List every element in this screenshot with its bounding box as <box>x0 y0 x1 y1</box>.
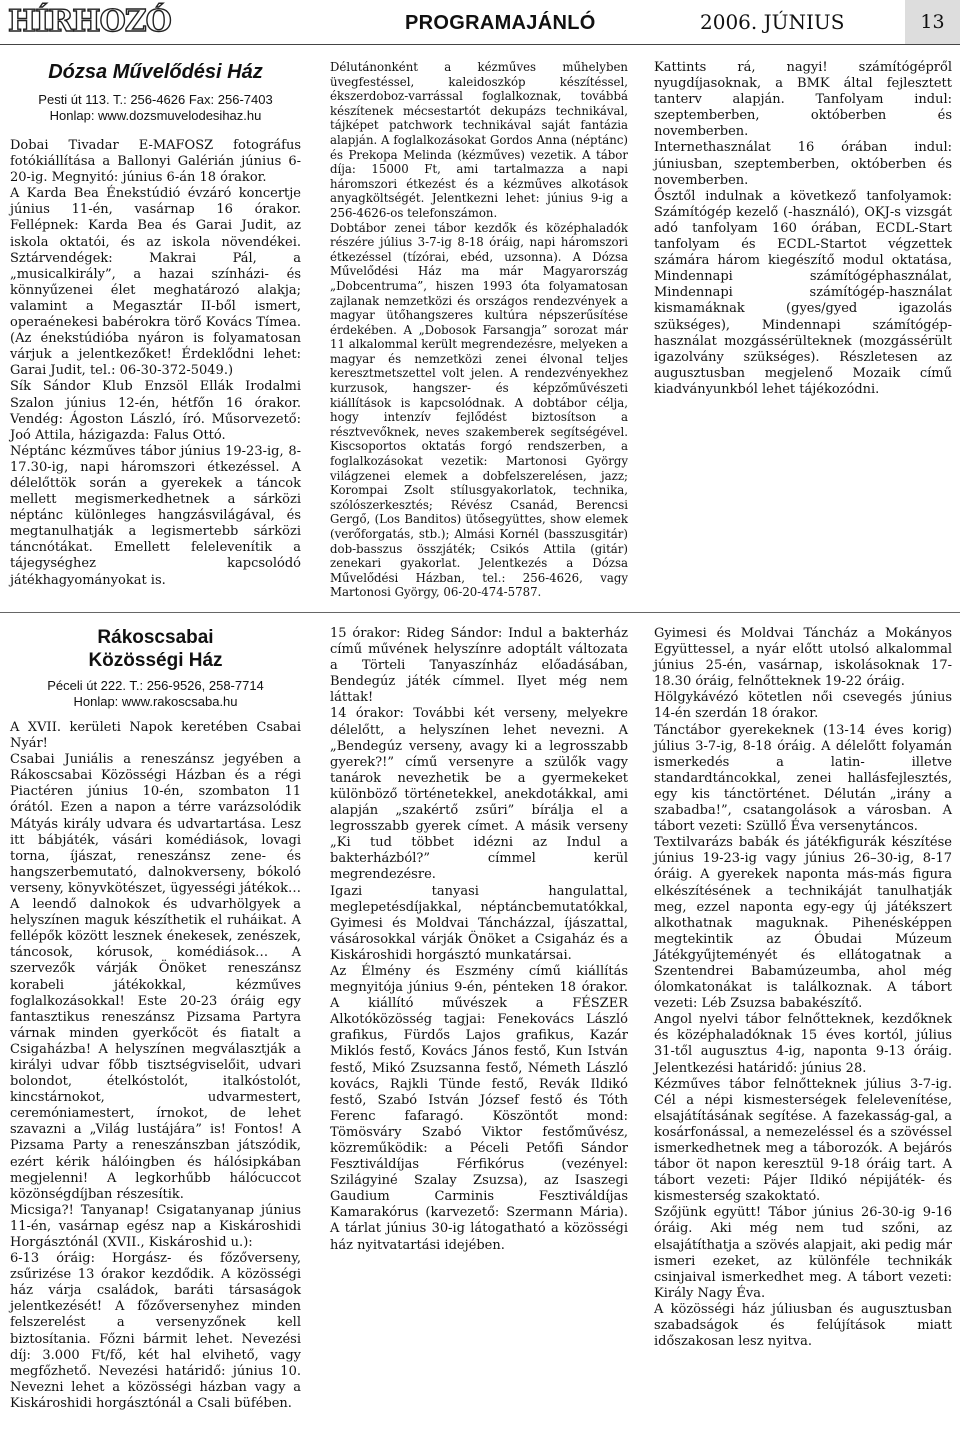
article-paragraph: A XVII. kerületi Napok keretében Csabai Nyár! <box>10 720 301 752</box>
article-paragraph: Textilvarázs babák és játékfigurák készítése június 19-23-ig vagy június 26–30-ig, 8-17 óráig. A gyerekek naponta más-más figura elkészítésének a technikáját tanulhatják meg, ezzel naponta egy-egy új játékszert alkothatnak maguknak. Pihenésképpen megtekintik az Óbudai Múzeum Játékgyűjteményét és ellátogatnak a Szentendrei Babamúzeumba, ahol még ólomkatonákat is találkoznak. A tábort vezeti: Léb Zsuzsa babakészítő. <box>654 835 952 1012</box>
dozsa-title: Dózsa Művelődési Ház <box>48 61 263 83</box>
page-header <box>0 0 960 44</box>
article-paragraph: Angol nyelvi tábor felnőtteknek, kezdőknek és középhaladóknak 15 éves kortól, július 31-től augusztus 4-ig, naponta 9-13 óráig. Jelentkezési határidő: június 28. <box>654 1012 952 1076</box>
article-paragraph: Délutánonként a kézműves műhelyben üvegfestéssel, kaleidoszkóp készítéssel, ékszerdoboz-varrással foglalkoznak, továbbá készítenek mécsestartót dekupázs technikával, tájképet patchwork technikával saját fantázia alapján. A foglalkozásokat Gordos Anna (néptánc) és Prekopa Melinda (kézműves) vezetik. A tábor díja: 15000 Ft, ami tartalmazza a napi háromszori étkezést és a kézműves alkotások anyagköltségét. Jelentkezni lehet: június 9-ig a 256-4626-os telefonszámon. <box>330 60 628 220</box>
article-paragraph: Az Élmény és Eszmény című kiállítás megnyitója június 9-én, pénteken 18 órakor. A kiállító művészek a FÉSZER Alkotóközösség tagjai: Fenekovács László grafikus, Fürdős Lajos grafikus, Kazár Miklós festő, Kovács János festő, Kun István festő, Mikó Zsuzsanna festő, Németh László kovács, Rajkli Tünde festő, Revák Ildikó festő, Szabó István József festő és Tóth Ferenc fafaragó. Köszöntőt mond: Tömösváry Szabó Viktor festőművész, közreműködik: a Péceli Petőfi Sándor Fesztiváldíjas Férfikórus (vezényel: Szilágyiné Szalay Zsuzsa), az Isaszegi Gaudium Carminis Fesztiváldíjas Kamarakórus (karvezető: Szermann Mária). A tárlat június 30-ig látogatható a közösségi ház nyitvatartási idejében. <box>330 963 628 1253</box>
rakos-column-1 <box>10 626 301 1426</box>
section-divider <box>0 612 960 613</box>
article-paragraph: Csabai Juniális a reneszánsz jegyében a Rákoscsabai Közösségi Házban és a régi Piactéren június 10-én, szombaton 11 órától. Ezen a napon a térre varázsolódik Mátyás király udvara és udvartartása. Lesz itt bábjáték, vásári komédiások, lovagi torna, íjászat, reneszánsz zene- és hangszerbemutató, dalnokverseny, bókoló verseny, könyvkötészet, ügyességi játékok… A leendő dalnokok és udvarhölgyek a helyszínen maguk készíthetik el ruháikat. A fellépők között lesznek énekesek, zenészek, táncosok, kórusok, komédiások… A szervezők várják Önöket reneszánsz korabeli játékokkal, kézműves foglalkozásokkal! Este 20-23 óráig egy fantasztikus reneszánsz Pizsama Partyra várnak minden gyerkőcöt és fiatalt a Csigaházba! A helyszínen megválasztják a királyi udvar főbb tisztségviselőit, udvari bolondot, ételkóstolót, italkóstolót, kincstárnokot, udvarmestert, ceremóniamestert, írnokot, de lehet szavazni a „Világ lustájára” is! Fontos! A Pizsama Party a reneszánszban játszódik, ezért kérik hálóingben és hálósipkában megjelenni! A legkorhűbb hálócuccot közönségdíjban részesítik. <box>10 752 301 1202</box>
rakos-title-line1: Rákoscsabai <box>97 627 214 648</box>
header-rule <box>0 44 960 45</box>
article-paragraph: Ősztől indulnak a következő tanfolyamok: Számítógép kezelő (-használó), OKJ-s vizsgát adó tanfolyam 160 órában, ECDL-Start tanfolyam és ECDL-Startot végzettek számára három kiegészítő modul oktatása, Mindennapi számítógéphasználat, Mindennapi számítógép-használat kismamáknak (gyes/gyed igazolás szükséges), Mindennapi számítógép-használat mozgássérülteknek (mozgássérült igazolvány szükséges). Részletesen az augusztusban megjelenő Mozaik című kiadványunkból lehet tájékozódni. <box>654 188 952 397</box>
article-paragraph: A Karda Bea Énekstúdió évzáró koncertje június 11-én, vasárnap 16 órakor. Fellépnek: Karda Bea és Garai Judit, az iskola oktatói, és az iskola növendékei. Sztárvendégek: Makrai Pál, a „musicalkirály”, a hazai színházi- és könnyűzenei élet meghatározó alakja; valamint a Megasztár II-ből ismert, operaénekesi babérokra törő Kovács Tímea. (Az énekstúdióba nyáron is folyamatosan várjuk a jelentkezőket! Érdeklődni lehet: Garai Judit, tel.: 06-30-372-5049.) <box>10 186 301 379</box>
article-paragraph: Dobtábor zenei tábor kezdők és középhaladók részére július 3-7-ig 8-18 óráig, napi háromszori étkezéssel (tízórai, ebéd, uzsonna). A Dózsa Művelődési Ház ma már Magyarország „Dobcentruma”, hiszen 1993 óta folyamatosan zajlanak nemzetközi és országos rendezvények a magyar ütőhangszeres kultúra népszerűsítése érdekében. A „Dobosok Farsangja” sorozat már 11 alkalommal került megrendezésre, melyeken a magyar és nemzetközi zenei élvonal teljes keresztmetszettel volt jelen. A rendezvényekhez kurzusok, hangszer- és képzőművészeti kiállítások is kapcsolódnak. A dobtábor célja, hogy intenzív fejlődést biztosítson a résztvevőknek, neves szakemberek segítségével. Kiscsoportos oktatás forgó rendszerben, a foglalkozásokat vezetik: Martonosi György világzenei elemek a dobfelszerelésen, jazz; Korompai Zsolt stílusgyakorlatok, technika, szólószerkesztés; Révész Csanád, Berencsi Gergő, (Los Banditos) ütősegyüttes, show elemek (verőforgatás, stb.); Almási Kornél (basszusgitár) dob-basszus összjáték; Csikós Attila (gitár) zenekari gyakorlat. Jelentkezés a Dózsa Művelődési Házban, tel.: 256-4626, vagy Martonosi György, 06-20-474-5787. <box>330 220 628 600</box>
rakos-address: Péceli út 222. T.: 256-9526, 258-7714 <box>47 678 264 693</box>
article-paragraph: Tánctábor gyerekeknek (13-14 éves korig) július 3-7-ig, 8-18 óráig. A délelőtt folyamán ismerkedés a latin- illetve standardtáncokkal, zenei hallásfejlesztés, egy kis tánctörténet. Délután „irány a szabadba!”, csatangolások a városban. A tábort vezeti: Szüllő Éva versenytáncos. <box>654 722 952 835</box>
article-paragraph: 15 órakor: Rideg Sándor: Indul a bakterház című művének helyszínre adoptált változata a Törteli Tanyaszínház előadásában, Bendegúz játék címmel. Ilyet még nem láttak! <box>330 626 628 706</box>
issue-date: 2006. JÚNIUS <box>700 10 845 34</box>
article-paragraph: Micsiga?! Tanyanap! Csigatanyanap június 11-én, vasárnap egész nap a Kiskároshidi Horgásztónál (XVII., Kiskároshid u.): <box>10 1202 301 1250</box>
dozsa-column-1 <box>10 60 301 608</box>
dozsa-address: Pesti út 113. T.: 256-4626 Fax: 256-7403 <box>38 92 273 107</box>
rakos-column-2 <box>330 626 628 1426</box>
article-paragraph: Néptánc kézműves tábor június 19-23-ig, 8-17.30-ig, napi háromszori étkezéssel. A délelőttök során a gyerekek a táncok mellett megismerkedhetnek a sárközi néptánc különleges hangzásvilágával, és megtanulhatják a legismertebb sárközi táncnótákat. Emellett felelevenítik a tájegységhez kapcsolódó játékhagyományokat is. <box>10 443 301 588</box>
page-number: 13 <box>905 0 960 44</box>
article-paragraph: Hölgykávézó kötetlen női csevegés június 14-én szerdán 18 órakor. <box>654 690 952 722</box>
article-paragraph: Dobai Tivadar E-MAFOSZ fotográfus fotókiállítása a Ballonyi Galérián június 6-20-ig. Megnyitó: június 6-án 18 órakor. <box>10 138 301 186</box>
article-paragraph: Gyimesi és Moldvai Táncház a Mokányos Együttessel, a nyár előtt utolsó alkalommal június 25-én, vasárnap, iskolásoknak 17-18.30 óráig, felnőtteknek 19-22 óráig. <box>654 626 952 690</box>
article-paragraph: 14 órakor: További két verseny, melyekre délelőtt, a helyszínen lehet nevezni. A „Bendegúz verseny, avagy ki a legrosszabb gyerek?!” című versenyre a szülők vagy tanárok nevezhetik be a gyermekeket különböző történetekkel, anekdotákkal, ami alapján „szakértő zsűri” bírálja el a legrosszabb gyerek címet. A másik verseny „Ki tud többet idézni az Indul a bakterházból?” címmel kerül megrendezésre. <box>330 706 628 883</box>
section-title: PROGRAMAJÁNLÓ <box>405 12 596 34</box>
article-paragraph: A közösségi ház júliusban és augusztusban szabadságok és felújítások miatt időszakosan lesz nyitva. <box>654 1301 952 1350</box>
article-paragraph: Sík Sándor Klub Enzsöl Ellák Irodalmi Szalon június 12-én, hétfőn 16 órakor. Vendég: Ágoston László, író. Műsorvezető: Joó Attila, házigazda: Falus Ottó. <box>10 379 301 443</box>
dozsa-column-3 <box>654 60 952 608</box>
newspaper-logo: HÍRHOZÓ <box>8 4 171 39</box>
rakos-column-3 <box>654 626 952 1426</box>
article-paragraph: Kézműves tábor felnőtteknek július 3-7-ig. Cél a népi kismesterségek felelevenítése, elsajátításának segítése. A fazekasság-gal, a kosárfonással, a nemezeléssel és a szövéssel ismerkedhetnek meg a táborozók. A bejárós tábor öt napon keresztül 9-18 óráig tart. A tábort vezeti: Pájer Ildikó népijáték- és kismesterség szakoktató. <box>654 1076 952 1205</box>
article-paragraph: Kattints rá, nagyi! számítógépről nyugdíjasoknak, a BMK által fejlesztett tanterv alapján. Tanfolyam indul: szeptemberben, októberben és novemberben. <box>654 60 952 140</box>
dozsa-website: Honlap: www.dozsmuvelodesihaz.hu <box>49 108 262 123</box>
dozsa-column-2 <box>330 60 628 608</box>
rakos-website: Honlap: www.rakoscsaba.hu <box>73 694 238 709</box>
article-paragraph: Internethasználat 16 órában indul: júniusban, szeptemberben, októberben és novemberben. <box>654 140 952 188</box>
article-paragraph: Szőjünk együtt! Tábor június 26-30-ig 9-16 óráig. Aki még nem tud szőni, az elsajátíthatja a szövés alapjait, aki pedig már ismeri ezeket, az különféle technikák csinjaival ismerkedhet meg. A tábort vezeti: Király Nagy Éva. <box>654 1205 952 1301</box>
article-paragraph: 6-13 óráig: Horgász- és főzőverseny, zsűrizése 13 órakor kezdődik. A közösségi ház várja családok, baráti társaságok jelentkezését! A főzőversenyhez minden felszerelést a versenyzőnek kell biztosítania. Főzni bármit lehet. Nevezési díj: 3.000 Ft/fő, két hal elvihető, vagy megfőzhető. Nevezési határidő: június 10. Nevezni lehet a közösségi házban vagy a Kiskároshidi horgásztónál a Csali büfében. <box>10 1251 301 1411</box>
rakos-title-line2: Közösségi Ház <box>88 650 223 671</box>
article-paragraph: Igazi tanyasi hangulattal, meglepetésdíjakkal, néptáncbemutatókkal, Gyimesi és Moldvai Táncházzal, íjászattal, vásárosokkal várják Önöket a Csigaház és a Kiskároshidi horgásztó munkatársai. <box>330 883 628 963</box>
